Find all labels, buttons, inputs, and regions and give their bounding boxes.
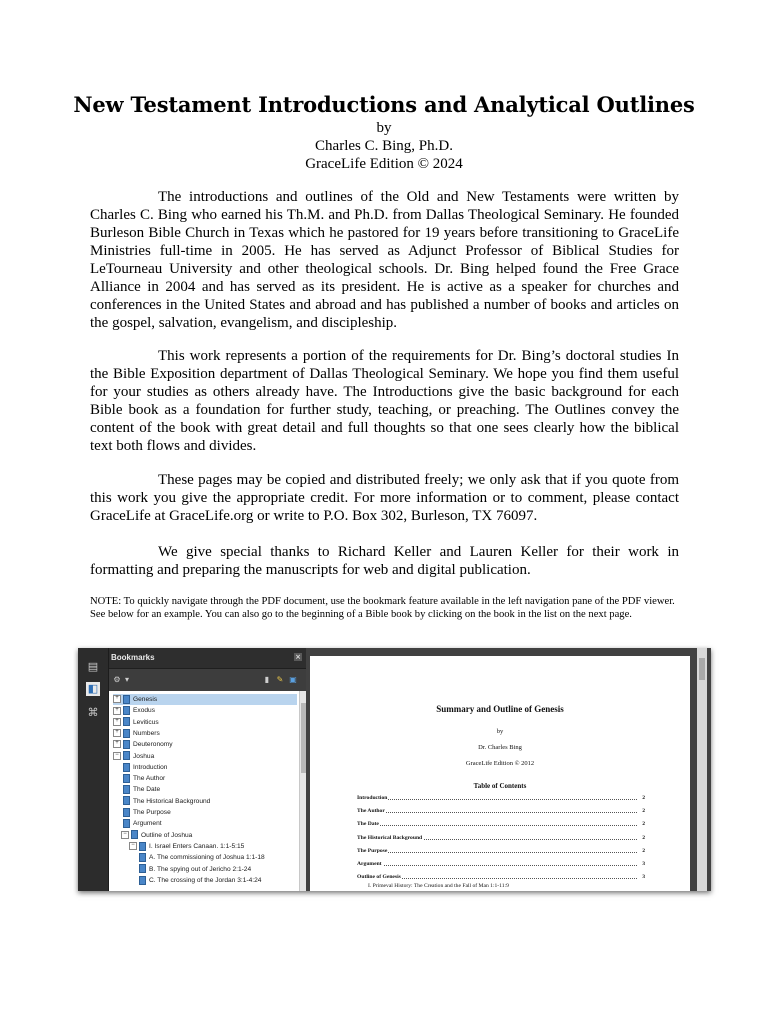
author-name: Charles C. Bing, Ph.D. (315, 138, 453, 154)
paragraph-copyright: These pages may be copied and distributed freely; we only ask that if you quote from this work you give the appropriate credit. For more information or to comment, please contact GraceLife at GraceLife.org or write to P.O. Box 302, Burleson, TX 76097. (90, 472, 679, 524)
document-view (306, 648, 711, 891)
toc-label: The Author (357, 808, 385, 815)
expand-toggle-icon: + (113, 729, 121, 737)
toc-leader-dots (357, 812, 637, 813)
bookmark-label: The Date (133, 786, 161, 794)
delete-icon: ▮ (264, 675, 270, 684)
toc-row (357, 834, 645, 842)
toc-page-number: 2 (642, 821, 645, 828)
toc-leader-dots (357, 865, 637, 866)
bookmark-panel-icon: ◧ (87, 682, 99, 695)
bookmark-icon (123, 751, 130, 760)
viewer-side-strip (78, 648, 109, 891)
pdf-viewer-screenshot (78, 648, 711, 891)
bookmark-item (121, 796, 297, 807)
bookmarks-toolbar (109, 669, 306, 691)
bookmark-item (137, 875, 297, 886)
edition-line: GraceLife Edition © 2024 (305, 156, 463, 172)
preview-edition: GraceLife Edition © 2012 (465, 760, 535, 767)
expand-toggle-icon: − (121, 831, 129, 839)
bookmark-label: Joshua (133, 752, 155, 760)
toc-row (357, 860, 645, 868)
toc-page-number: 2 (642, 795, 645, 801)
bookmark-label: I. Israel Enters Canaan. 1:1-5:15 (149, 842, 245, 850)
document-preview-page (310, 656, 690, 891)
toc-page-number: 3 (642, 874, 645, 881)
bookmark-item (137, 864, 297, 875)
bookmark-item (113, 705, 297, 716)
bookmark-icon (131, 830, 138, 839)
paragraph-thanks: We give special thanks to Richard Keller and Lauren Keller for their work in formatting and preparing the manuscripts for web and digital publication. (90, 544, 679, 578)
toc-label: Outline of Genesis (357, 874, 401, 881)
options-icon: ⚙ (113, 675, 121, 684)
bookmark-label: B. The spying out of Jericho 2:1-24 (149, 865, 252, 873)
document-scroll-thumb (699, 658, 705, 680)
toc-page-number: 2 (642, 847, 645, 854)
bookmark-item (113, 739, 297, 750)
panel-close-icon: × (295, 653, 301, 661)
preview-title: Summary and Outline of Genesis (436, 704, 564, 714)
toc-row (357, 873, 645, 881)
byline-by: by (376, 120, 392, 136)
bookmark-icon (123, 763, 130, 772)
bookmarks-panel (109, 648, 306, 891)
bookmark-icon (123, 796, 130, 805)
bookmark-icon (123, 819, 130, 828)
expand-icon: ▣ (289, 675, 297, 684)
toc-leader-dots (357, 825, 637, 826)
toc-label: The Purpose (357, 847, 388, 854)
bookmark-item (121, 807, 297, 818)
bookmark-label: Numbers (133, 729, 160, 737)
bookmark-label: Exodus (133, 707, 155, 715)
toc-row (357, 820, 645, 828)
bookmark-item (113, 751, 297, 762)
bookmark-label: Argument (133, 820, 162, 828)
expand-toggle-icon: + (113, 695, 121, 703)
pages-icon: ▤ (87, 660, 99, 673)
bookmark-label: Deuteronomy (133, 741, 173, 749)
preview-toc-title: Table of Contents (473, 782, 527, 790)
toc-page-number: 2 (642, 808, 645, 815)
bookmark-label: A. The commissioning of Joshua 1:1-18 (149, 854, 265, 862)
expand-toggle-icon: + (113, 718, 121, 726)
bookmark-icon (123, 706, 130, 715)
bookmark-item (137, 852, 297, 863)
toc-label: Introduction (357, 795, 388, 801)
toc-leader-dots (357, 852, 637, 853)
preview-toc-partial-label: I. Primeval History: The Creation and the Fall of Man 1:1-11:9 (368, 883, 509, 889)
bookmarks-panel-header (109, 648, 306, 669)
bookmark-item (113, 717, 297, 728)
bookmark-label: The Author (133, 775, 166, 783)
bookmark-icon (123, 740, 130, 749)
new-bookmark-icon: ✎ (276, 675, 284, 684)
bookmark-icon (123, 774, 130, 783)
expand-toggle-icon: + (113, 707, 121, 715)
bookmark-label: Leviticus (133, 718, 159, 726)
bookmark-item (121, 830, 297, 841)
navigation-note: NOTE: To quickly navigate through the PDF document, use the bookmark feature available in the left navigation pane of the PDF viewer. See below for an example. You can also go to the beginning of a Bible book by clicking on the book in the list on the next page. (90, 596, 675, 620)
bookmark-label: Outline of Joshua (141, 831, 193, 839)
page-title: New Testament Introductions and Analytical Outlines (73, 92, 695, 117)
expand-toggle-icon: − (113, 752, 121, 760)
paragraph-biography: The introductions and outlines of the Old and New Testaments were written by Charles C. Bing who earned his Th.M. and Ph.D. from Dallas Theological Seminary. He founded Burleson Bible Church in Texas which he pastored for 19 years before transitioning to GraceLife Ministries full-time in 2005. He has served as Adjunct Professor of Biblical Studies for LeTourneau University and other theological schools. Dr. Bing helped found the Free Grace Alliance in 2004 and has served as its president. He is active as a speaker for churches and conferences in the United States and abroad and has published a number of books and articles on the gospel, salvation, evangelism, and discipleship. (90, 189, 679, 331)
bookmark-icon (139, 842, 146, 851)
attachments-icon: ⌘ (87, 706, 99, 719)
toc-row (357, 807, 645, 815)
toc-label: The Historical Background (357, 834, 423, 841)
toc-row (357, 794, 645, 802)
bookmark-item (121, 762, 297, 773)
toc-label: The Date (357, 821, 379, 828)
bookmark-item (121, 784, 297, 795)
paragraph-purpose: This work represents a portion of the requirements for Dr. Bing’s doctoral studies In the Bible Exposition department of Dallas Theological Seminary. We hope you find them useful for your studies as others already have. The Introductions give the basic background for each Bible book as a foundation for further study, teaching, or preaching. The Outlines convey the content of the book with great detail and full thoughts so that one sees clearly how the biblical text both flows and divides. (90, 348, 679, 454)
bookmark-icon (123, 808, 130, 817)
bookmark-label: The Purpose (133, 809, 171, 816)
preview-by: by (496, 728, 504, 735)
toc-page-number: 3 (642, 861, 645, 867)
chevron-down-icon: ▾ (124, 675, 129, 684)
bookmark-item (113, 694, 297, 705)
bookmarks-panel-title: Bookmarks (111, 653, 155, 662)
bookmark-item (121, 773, 297, 784)
bookmark-item (121, 818, 297, 829)
bookmark-label: C. The crossing of the Jordan 3:1-4:24 (149, 876, 262, 884)
bookmark-icon (123, 785, 130, 794)
bookmarks-tree (109, 691, 299, 891)
bookmark-icon (123, 717, 130, 726)
toc-label: Argument (357, 861, 382, 867)
bookmark-label: The Historical Background (133, 797, 211, 805)
bookmark-label: Introduction (133, 763, 168, 771)
bookmark-icon (123, 695, 130, 704)
bookmark-item (113, 728, 297, 739)
expand-toggle-icon: + (113, 740, 121, 748)
toc-leader-dots (357, 799, 637, 800)
bookmark-icon (139, 864, 146, 873)
bookmark-icon (139, 876, 146, 885)
bookmark-icon (123, 729, 130, 738)
expand-toggle-icon: − (129, 842, 137, 850)
toc-row (357, 847, 645, 855)
toc-page-number: 2 (642, 834, 645, 841)
bookmark-icon (139, 853, 146, 862)
document-scrollbar (697, 648, 707, 891)
preview-toc-partial-row (368, 882, 645, 890)
bookmark-label: Genesis (133, 696, 158, 703)
preview-author: Dr. Charles Bing (478, 744, 522, 751)
bookmark-item (129, 841, 297, 852)
